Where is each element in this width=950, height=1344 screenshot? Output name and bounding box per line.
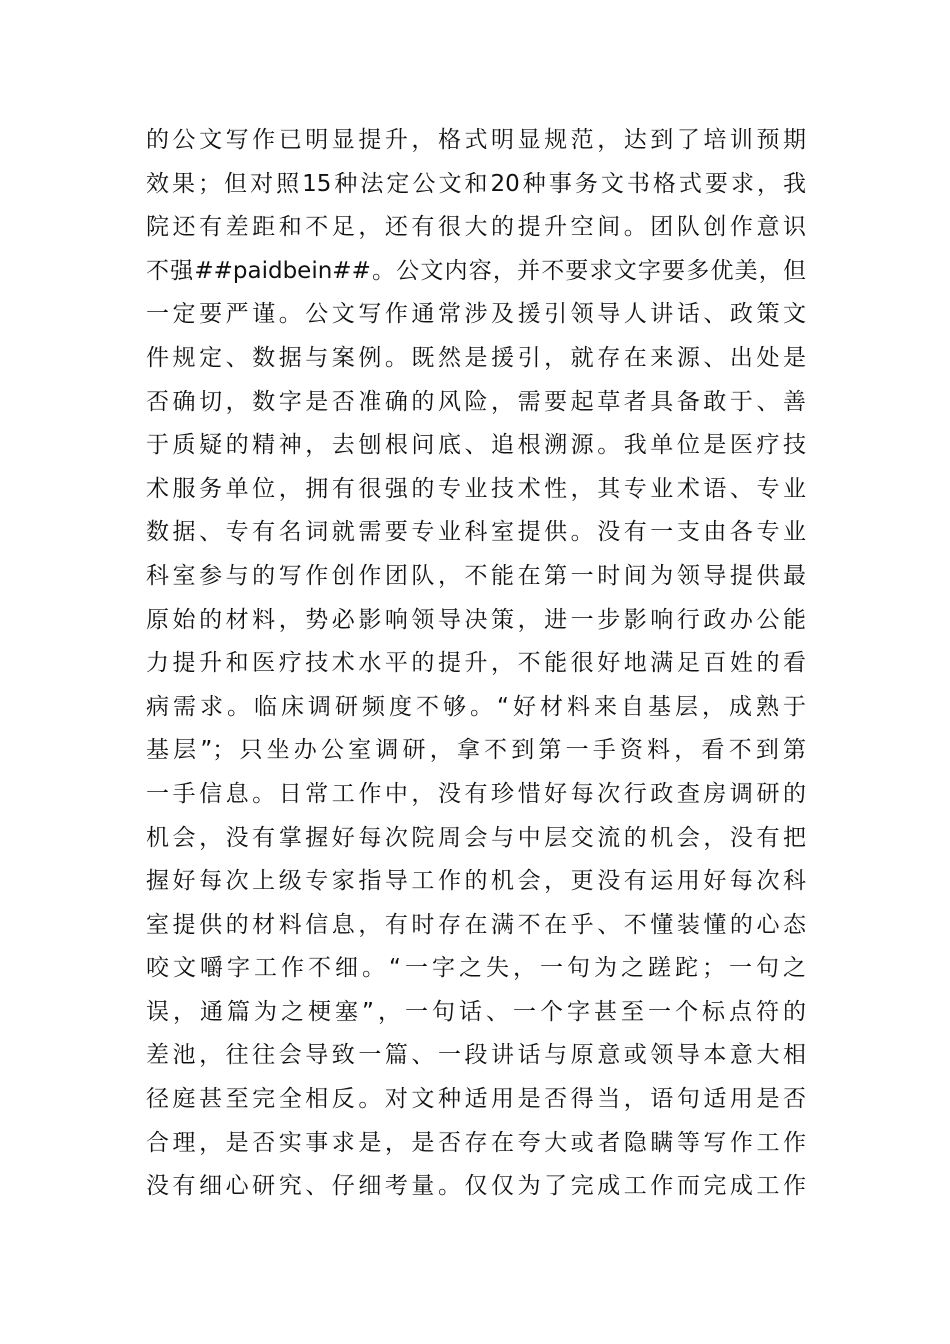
text-line-6: 件规定、数据与案例。既然是援引，就存在来源、出处是 bbox=[146, 344, 806, 371]
text-line-21: 误，通篇为之梗塞”，一句话、一个字甚至一个标点符的 bbox=[146, 998, 806, 1025]
text-line-10: 数据、专有名词就需要专业科室提供。没有一支由各专业 bbox=[146, 519, 806, 546]
text-line-3: 院还有差距和不足，还有很大的提升空间。团队创作意识 bbox=[146, 214, 806, 241]
text-line-18: 握好每次上级专家指导工作的机会，更没有运用好每次科 bbox=[146, 868, 806, 895]
text-line-23: 径庭甚至完全相反。对文种适用是否得当，语句适用是否 bbox=[146, 1086, 806, 1113]
text-line-16: 一手信息。日常工作中，没有珍惜好每次行政查房调研的 bbox=[146, 780, 806, 807]
text-line-9: 术服务单位，拥有很强的专业技术性，其专业术语、专业 bbox=[146, 475, 806, 502]
text-line-20: 咬文嚼字工作不细。“一字之失，一句为之蹉跎；一句之 bbox=[146, 955, 806, 982]
text-line-19: 室提供的材料信息，有时存在满不在乎、不懂装懂的心态 bbox=[146, 911, 806, 938]
text-line-7: 否确切，数字是否准确的风险，需要起草者具备敢于、善 bbox=[146, 388, 806, 415]
text-line-25: 没有细心研究、仔细考量。仅仅为了完成工作而完成工作 bbox=[146, 1173, 806, 1200]
text-line-17: 机会，没有掌握好每次院周会与中层交流的机会，没有把 bbox=[146, 824, 806, 851]
text-line-15: 基层”；只坐办公室调研，拿不到第一手资料，看不到第 bbox=[146, 737, 806, 764]
text-line-5: 一定要严谨。公文写作通常涉及援引领导人讲话、政策文 bbox=[146, 301, 806, 328]
text-line-1: 的公文写作已明显提升，格式明显规范，达到了培训预期 bbox=[146, 127, 806, 153]
text-line-8: 于质疑的精神，去刨根问底、追根溯源。我单位是医疗技 bbox=[146, 432, 806, 459]
text-line-14: 病需求。临床调研频度不够。“好材料来自基层，成熟于 bbox=[146, 693, 806, 720]
text-line-13: 力提升和医疗技术水平的提升，不能很好地满足百姓的看 bbox=[146, 650, 806, 677]
text-line-11: 科室参与的写作创作团队，不能在第一时间为领导提供最 bbox=[146, 562, 806, 589]
text-line-24: 合理，是否实事求是，是否存在夸大或者隐瞒等写作工作 bbox=[146, 1129, 806, 1156]
text-line-22: 差池，往往会导致一篇、一段讲话与原意或领导本意大相 bbox=[146, 1042, 806, 1069]
text-line-4: 不强##paidbein##。公文内容，并不要求文字要多优美，但 bbox=[146, 257, 806, 284]
text-line-2: 效果；但对照15种法定公文和20种事务文书格式要求，我 bbox=[146, 170, 806, 197]
body-text bbox=[146, 119, 806, 1209]
text-line-12: 原始的材料，势必影响领导决策，进一步影响行政办公能 bbox=[146, 606, 806, 633]
